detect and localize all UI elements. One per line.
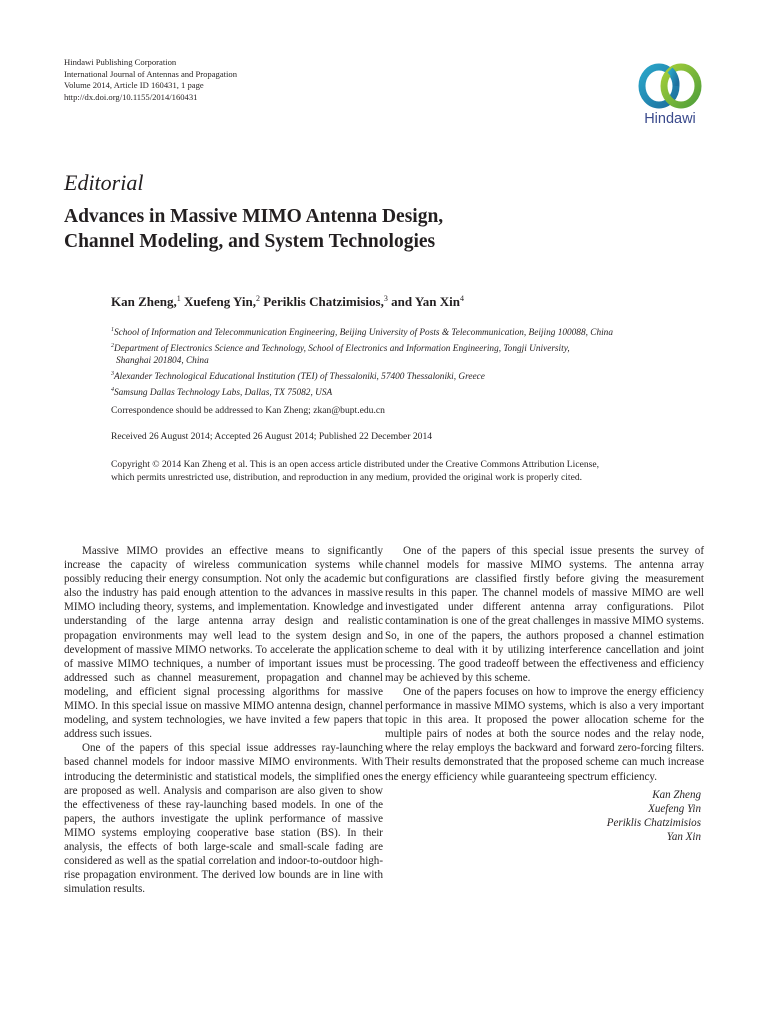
signature-name: Kan Zheng	[652, 788, 701, 801]
volume-info: Volume 2014, Article ID 160431, 1 page	[64, 80, 204, 91]
affiliation	[111, 368, 711, 384]
affil-text: Department of Electronics Science and Technology, School of Electronics and Information Engineering, Tongji University,	[114, 343, 570, 354]
body-paragraph: One of the papers of this special issue addresses ray-launching based channel models for indoor massive MIMO environments. With introducing the deterministic and statistical models, the simplified ones are proposed as well. Analysis and comparison are also given to show the effectiveness of these ray-launching based models. In one of the papers, the authors investigate the uplink performance of massive MIMO systems employing cooperative base station (BS). In their analysis, the effects of both large-scale and small-scale fading are considered as well as the spatial correlation and indoor-to-outdoor high-rise propagation environment. The derived low bounds are in line with simulation results.	[64, 742, 383, 896]
copyright-notice	[111, 458, 711, 484]
hindawi-logo-icon	[635, 62, 705, 110]
journal-header	[64, 57, 237, 103]
logo-text: Hindawi	[644, 111, 696, 127]
author-name: Xuefeng Yin,	[184, 294, 256, 309]
author-name: Kan Zheng,	[111, 294, 177, 309]
signature-block	[385, 788, 704, 845]
author-affil-mark: 1	[176, 294, 181, 303]
correspondence: Correspondence should be addressed to Kan Zheng; zkan@bupt.edu.cn	[111, 405, 385, 416]
affil-mark: 4	[111, 386, 114, 393]
author-affil-mark: 4	[459, 294, 464, 303]
body-column-left	[64, 544, 383, 896]
journal-name: International Journal of Antennas and Propagation	[64, 68, 238, 79]
affiliation	[111, 384, 711, 400]
affil-text: School of Information and Telecommunication Engineering, Beijing University of Posts & Telecommunication, Beijing 100088, China	[114, 328, 613, 338]
body-paragraph: One of the papers of this special issue presents the survey of channel models for massive MIMO systems. The antenna array configurations are classified firstly before giving the measurement results in this paper. The channel models of massive MIMO are well investigated under different antenna array configurations. Pilot contamination is one of the great challenges in massive MIMO systems. So, in one of the papers, the authors proposed a channel estimation scheme to deal with it by utilizing interference cancellation and joint processing. The good tradeoff between the effectiveness and efficiency may be achieved by this scheme.	[385, 545, 704, 684]
affil-text: Shanghai 201804, China	[116, 356, 209, 367]
title-line: Advances in Massive MIMO Antenna Design,	[64, 206, 444, 227]
signature-name: Yan Xin	[666, 831, 701, 844]
author-name: Periklis Chatzimisios,	[263, 294, 384, 309]
title-line: Channel Modeling, and System Technologies	[64, 231, 436, 252]
body-column-right	[385, 544, 704, 845]
article-type: Editorial	[64, 170, 144, 195]
affiliation	[111, 340, 711, 356]
author-affil-mark: 3	[383, 294, 388, 303]
doi-link[interactable]: http://dx.doi.org/10.1155/2014/160431	[64, 91, 198, 102]
copyright-line: Copyright © 2014 Kan Zheng et al. This is an open access article distributed under the Creative Commons Attribution License,	[111, 459, 600, 470]
affil-mark: 1	[111, 327, 114, 333]
affiliation-continued	[111, 355, 711, 368]
hindawi-logo	[632, 62, 708, 134]
affil-mark: 2	[111, 342, 114, 349]
affiliation-list	[111, 324, 711, 400]
body-paragraph: Massive MIMO provides an effective means to significantly increase the capacity of wireless communication systems while possibly reducing their energy consumption. Not only the academic but also the industry has paid enough attention to the advances in massive MIMO including theory, systems, and implementation. Knowledge and understanding of the large antenna array design and realistic propagation environments may well lead to the system design and development of massive MIMO networks. To accelerate the application of massive MIMO techniques, a number of important issues must be addressed such as channel measurement, propagation and channel modeling, and efficient signal processing algorithms for massive MIMO. In this special issue on massive MIMO antenna design, channel modeling, and system technologies, we have invited a few papers that address such issues.	[64, 545, 383, 741]
signature-name: Xuefeng Yin	[648, 802, 701, 815]
copyright-line: which permits unrestricted use, distribution, and reproduction in any medium, provided the original work is properly cited.	[111, 472, 583, 483]
affil-text: Samsung Dallas Technology Labs, Dallas, TX 75082, USA	[114, 387, 333, 398]
signature-name: Periklis Chatzimisios	[606, 817, 701, 830]
author-list	[111, 294, 464, 310]
article-title	[64, 204, 644, 254]
affiliation	[111, 324, 711, 340]
publication-dates: Received 26 August 2014; Accepted 26 August 2014; Published 22 December 2014	[111, 431, 433, 442]
affil-text: Alexander Technological Educational Institution (TEI) of Thessaloniki, 57400 Thessaloniki, Greece	[114, 372, 485, 383]
author-name: and Yan Xin	[391, 294, 460, 309]
publisher-name: Hindawi Publishing Corporation	[64, 57, 177, 67]
affil-mark: 3	[111, 371, 114, 378]
author-affil-mark: 2	[255, 294, 260, 303]
body-paragraph: One of the papers focuses on how to improve the energy efficiency performance in massive MIMO systems, which is also a very important topic in this area. It proposed the power allocation scheme for the multiple pairs of nodes at both the source nodes and the relay node, where the relay employs the backward and forward zero-forcing filters. Their results demonstrated that the proposed scheme can much increase the energy efficiency while guaranteeing spectrum efficiency.	[385, 685, 704, 783]
